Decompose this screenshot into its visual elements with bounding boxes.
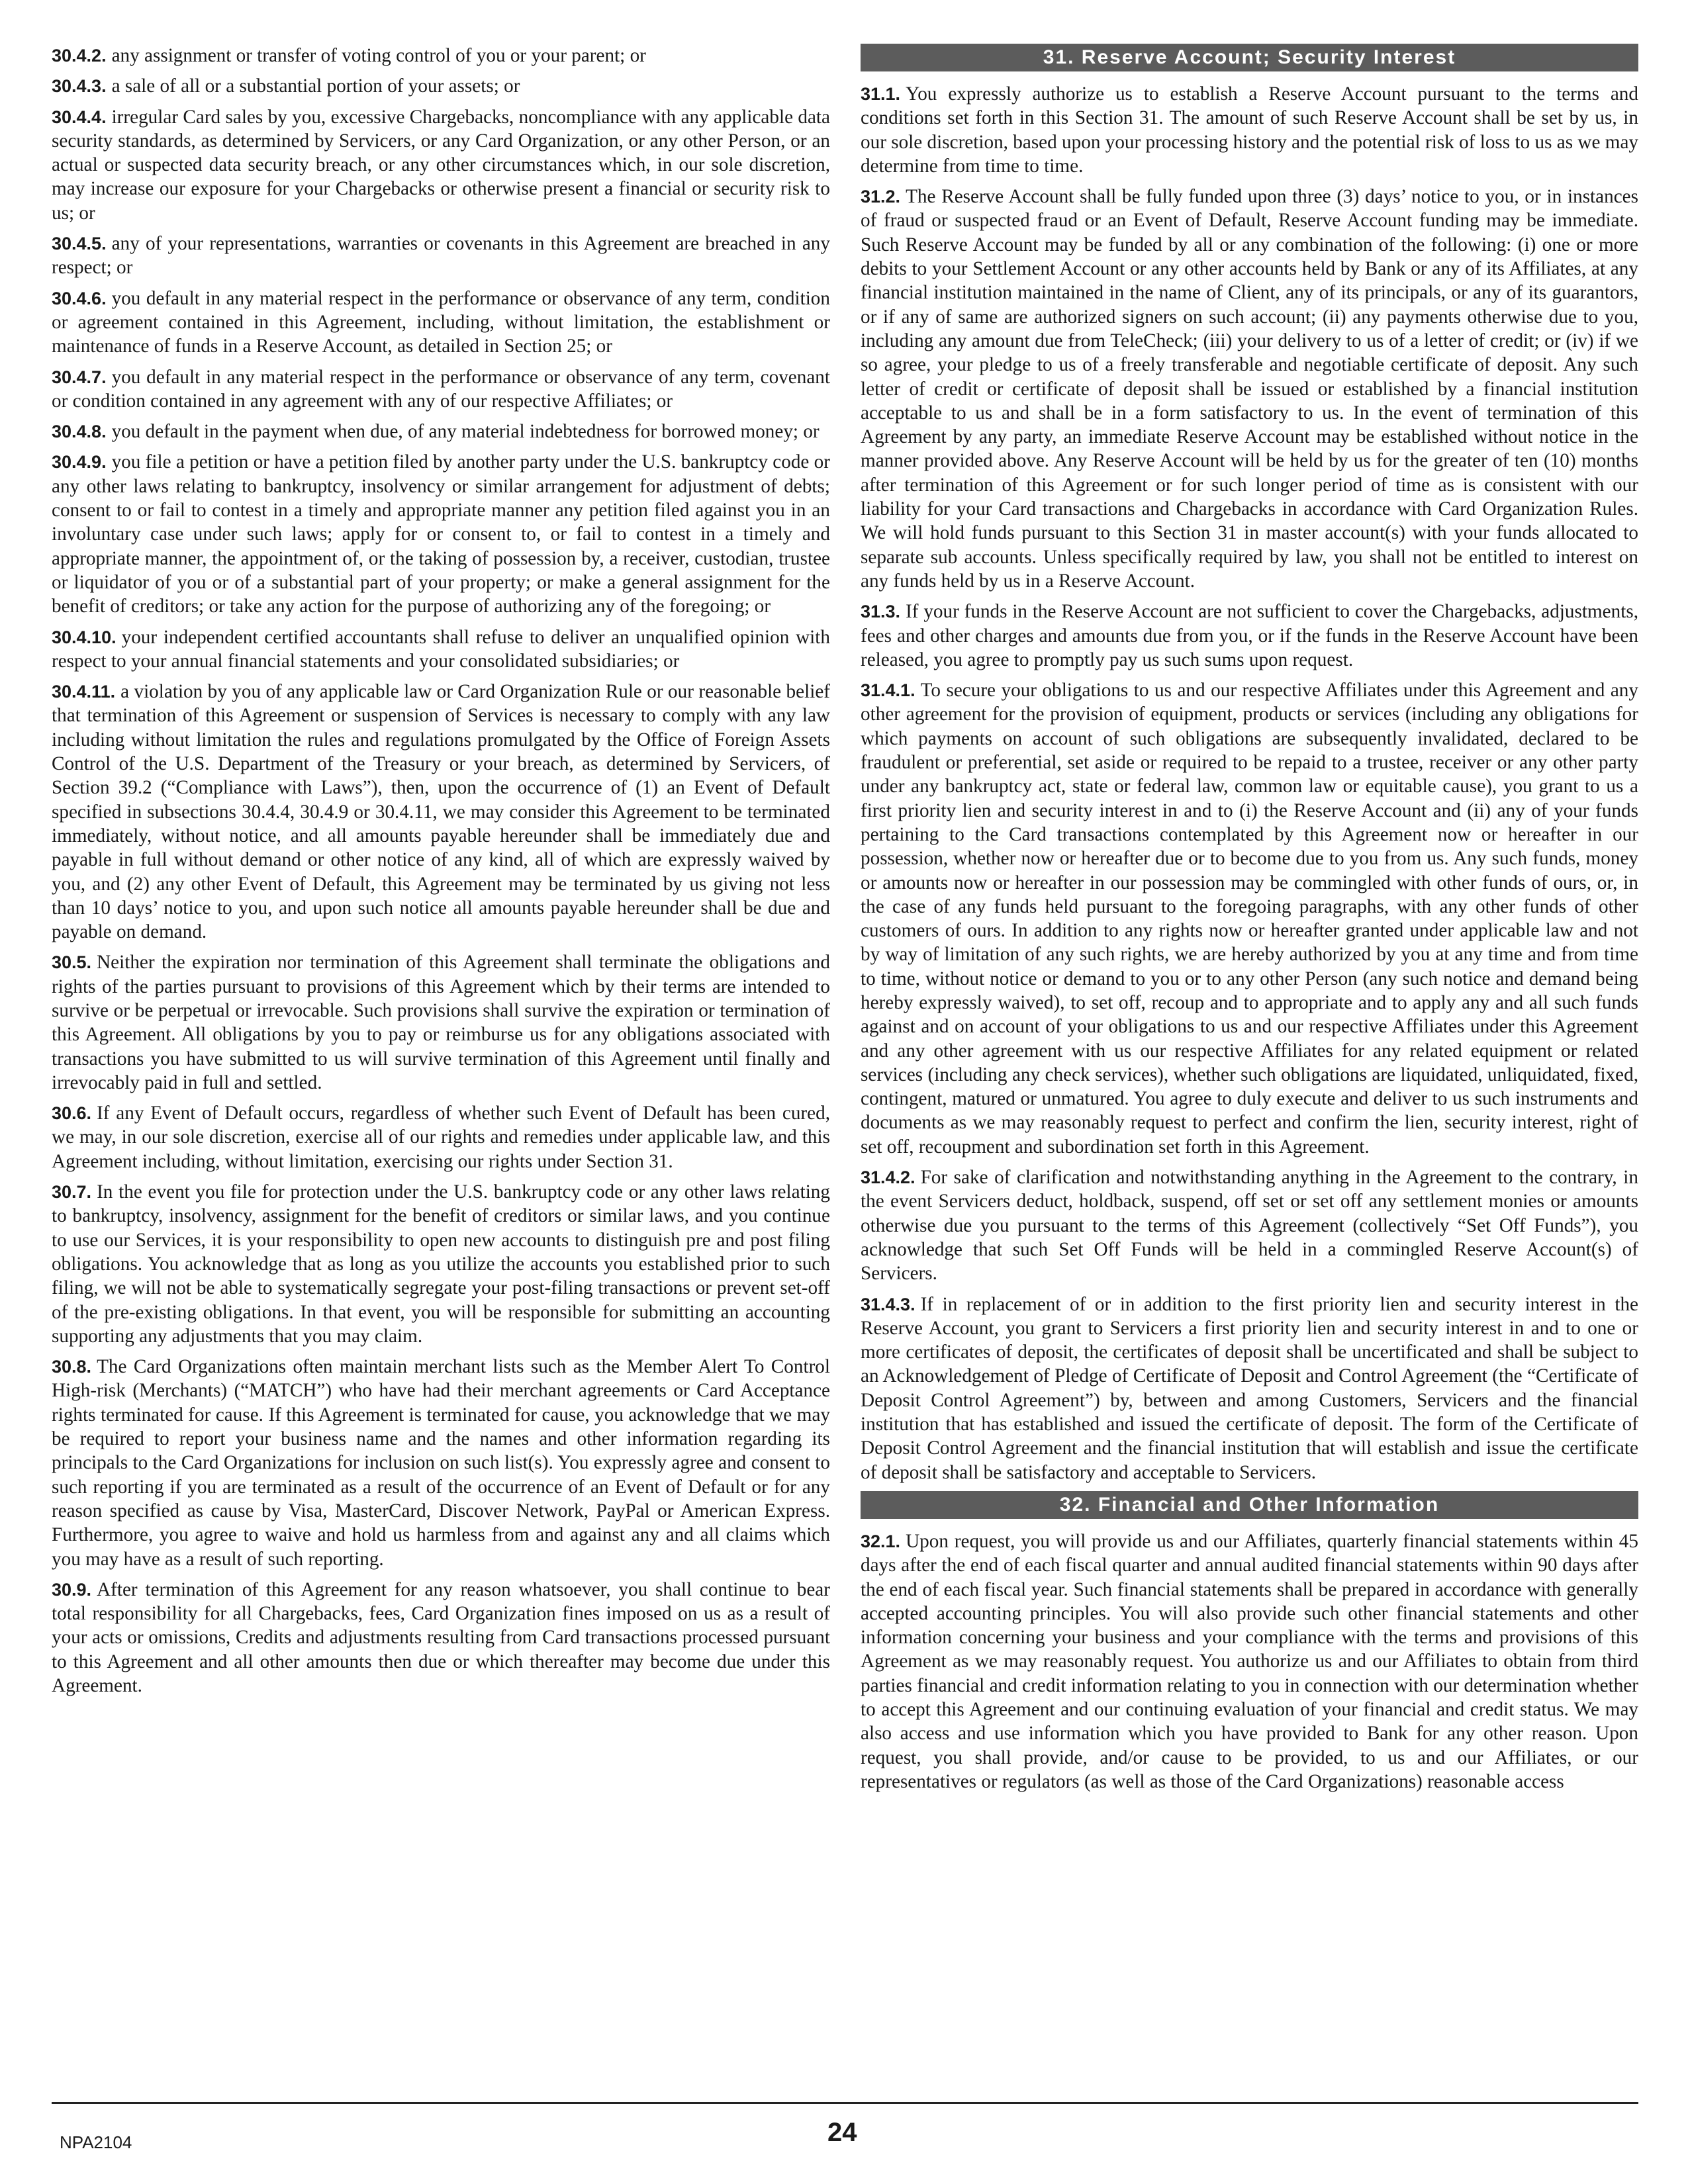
clause-30-4-7: 30.4.7. you default in any material respect in the performance or observance of any term, covenant or condition contained in any agreement with any of our respective Affiliates; or — [52, 366, 830, 412]
clause-30-4-3: 30.4.3. a sale of all or a substantial portion of your assets; or — [52, 75, 520, 97]
clause-31-1: 31.1. You expressly authorize us to establish a Reserve Account pursuant to the terms and conditions set forth in this Section 31. The amount of such Reserve Account shall be set by us, in our sole discretion, based upon your processing history and the potential risk of loss to us as we may determine from time to time. — [861, 83, 1638, 177]
clause-30-4-9: 30.4.9. you file a petition or have a petition filed by another party under the U.S. bankruptcy code or any other laws relating to bankruptcy, insolvency or similar arrangement for adjustment of debts; consent to or fail to contest in a timely and appropriate manner any petition filed against you in an involuntary case under such laws; apply for or consent to, or fail to contest in a timely and appropriate manner, the appointment of, or the taking of possession by, a receiver, custodian, trustee or liquidator of you or of a substantial part of your property; or make a general assignment for the benefit of creditors; or take any action for the purpose of authorizing any of the foregoing; or — [52, 451, 830, 617]
clause-30-4-2: 30.4.2. any assignment or transfer of voting control of you or your parent; or — [52, 45, 646, 66]
clause-30-6: 30.6. If any Event of Default occurs, regardless of whether such Event of Default has been cured, we may, in our sole discretion, exercise all of our rights and remedies under applicable law, and this Agreement including, without limitation, exercising our rights under Section 31. — [52, 1103, 830, 1172]
footer-divider — [52, 2102, 1638, 2104]
section-31-heading: 31. Reserve Account; Security Interest — [861, 44, 1638, 71]
left-column — [52, 44, 830, 1704]
clause-31-3: 31.3. If your funds in the Reserve Account are not sufficient to cover the Chargebacks, adjustments, fees and other charges and amounts due from you, or if the funds in the Reserve Account have been released, you agree to promptly pay us such sums upon request. — [861, 601, 1638, 670]
clause-31-4-1: 31.4.1. To secure your obligations to us and our respective Affiliates under this Agreement and any other agreement for the provision of equipment, products or services (including any obligations for which payments on account of such obligations are subsequently invalidated, declared to be fraudulent or preferential, set aside or required to be repaid to a trustee, receiver or any other party under any bankruptcy act, state or federal law, common law or equitable cause), you grant to us a first priority lien and security interest in and to (i) the Reserve Account and (ii) any of your funds pertaining to the Card transactions contemplated by this Agreement now or hereafter in our possession, whether now or hereafter due or to become due to you from us. Any such funds, money or amounts now or hereafter in our possession may be commingled with other funds of ours, or, in the case of any funds held pursuant to the foregoing paragraphs, with any other funds of other customers of ours. In addition to any rights now or hereafter granted under applicable law and not by way of limitation of any such rights, we are hereby authorized by you at any time and from time to time, without notice or demand to you or to any other Person (any such notice and demand being hereby expressly waived), to set off, recoup and to appropriate and to apply any and all such funds against and on account of your obligations to us and our respective Affiliates under this Agreement and any other agreement with us our respective Affiliates for any related equipment or related services (including any check services), whether such obligations are liquidated, unliquidated, fixed, contingent, matured or unmatured. You agree to duly execute and deliver to us such instruments and documents as we may reasonably request to perfect and confirm the lien, security interest, right of set off, recoupment and subordination set forth in this Agreement. — [861, 680, 1638, 1158]
clause-30-8: 30.8. The Card Organizations often maintain merchant lists such as the Member Alert To Control High-risk (Merchants) (“MATCH”) who have had their merchant agreements or Card Acceptance rights terminated for cause. If this Agreement is terminated for cause, you acknowledge that we may be required to report your business name and the names and other information regarding its principals to the Card Organizations for inclusion on such list(s). You expressly agree and consent to such reporting if you are terminated as a result of the occurrence of an Event of Default or for any reason specified as cause by Visa, MasterCard, Discover Network, PayPal or American Express. Furthermore, you agree to waive and hold us harmless from and against any and all claims which you may have as a result of such reporting. — [52, 1356, 830, 1570]
document-code: NPA2104 — [60, 2132, 132, 2152]
clause-31-4-3: 31.4.3. If in replacement of or in addition to the first priority lien and security interest in the Reserve Account, you grant to Servicers a first priority lien and security interest in and to one or more certificates of deposit, the certificates of deposit shall be uncertificated and shall be subject to an Acknowledgement of Pledge of Certificate of Deposit and Control Agreement (the “Certificate of Deposit Control Agreement”) by, between and among Customers, Servicers and the financial institution that has established and issued the certificate of deposit. The form of the Certificate of Deposit Control Agreement and the financial institution that will establish and issue the certificate of deposit shall be satisfactory and acceptable to Servicers. — [861, 1293, 1638, 1483]
clause-30-4-8: 30.4.8. you default in the payment when due, of any material indebtedness for borrowed money; or — [52, 421, 820, 443]
clause-30-7: 30.7. In the event you file for protection under the U.S. bankruptcy code or any other laws relating to bankruptcy, insolvency, assignment for the benefit of creditors or similar laws, and you continue to use our Services, it is your responsibility to open new accounts to distinguish pre and post filing obligations. You acknowledge that as long as you utilize the accounts you established prior to such filing, we will not be able to systematically segregate your post-filing transactions or prevent set-off of the pre-existing obligations. In that event, you will be responsible for submitting an accounting supporting any adjustments that you may claim. — [52, 1181, 830, 1347]
clause-30-4-6: 30.4.6. you default in any material respect in the performance or observance of any term, condition or agreement contained in this Agreement, including, without limitation, the establishment or maintenance of funds in a Reserve Account, as detailed in Section 25; or — [52, 287, 830, 357]
clause-30-5: 30.5. Neither the expiration nor termination of this Agreement shall terminate the obligations and rights of the parties pursuant to provisions of this Agreement which by their terms are intended to survive or be perpetual or irrevocable. Such provisions shall survive the expiration or termination of this Agreement. All obligations by you to pay or reimburse us for any obligations associated with transactions you have submitted to us will survive termination of this Agreement until finally and irrevocably paid in full and settled. — [52, 952, 830, 1093]
clause-30-4-5: 30.4.5. any of your representations, warranties or covenants in this Agreement are breached in any respect; or — [52, 233, 830, 279]
clause-30-4-4: 30.4.4. irregular Card sales by you, excessive Chargebacks, noncompliance with any applicable data security standards, as determined by Servicers, or any Card Organization, or any other Person, or an actual or suspected data security breach, or any other circumstances which, in our sole discretion, may increase our exposure for your Chargebacks or otherwise present a financial or security risk to us; or — [52, 106, 830, 224]
clause-31-4-2: 31.4.2. For sake of clarification and notwithstanding anything in the Agreement to the contrary, in the event Servicers deduct, holdback, suspend, off set or set off any settlement monies or amounts otherwise due you pursuant to the terms of this Agreement (collectively “Set Off Funds”), you acknowledge that such Set Off Funds will be held in a commingled Reserve Account(s) of Servicers. — [861, 1167, 1638, 1285]
page-number: 24 — [827, 2118, 857, 2147]
clause-30-4-10: 30.4.10. your independent certified accountants shall refuse to deliver an unqualified opinion with respect to your annual financial statements and your consolidated subsidiaries; or — [52, 626, 830, 672]
clause-31-2: 31.2. The Reserve Account shall be fully funded upon three (3) days’ notice to you, or in instances of fraud or suspected fraud or an Event of Default, Reserve Account funding may be immediate. Such Reserve Account may be funded by all or any combination of the following: (i) one or more debits to your Settlement Account or any other accounts held by Bank or any of its Affiliates, at any financial institution maintained in the name of Client, any of its principals, or any of its guarantors, or if any of same are authorized signers on such account; (ii) any payments otherwise due to you, including any amount due from TeleCheck; (iii) your delivery to us of a letter of credit; or (iv) if we so agree, your pledge to us of a freely transferable and negotiable certificate of deposit. Any such letter of credit or certificate of deposit shall be issued or established by a financial institution acceptable to us and shall be in a form satisfactory to us. In the event of termination of this Agreement by any party, an immediate Reserve Account may be established without notice in the manner provided above. Any Reserve Account will be held by us for the greater of ten (10) months after termination of this Agreement or for such longer period of time as is consistent with our liability for your Card transactions and Chargebacks in accordance with Card Organization Rules. We will hold funds pursuant to this Section 31 in master account(s) with your funds allocated to separate sub accounts. Unless specifically required by law, you shall not be entitled to interest on any funds held by us in a Reserve Account. — [861, 186, 1638, 592]
section-32-heading: 32. Financial and Other Information — [861, 1491, 1638, 1519]
clause-32-1: 32.1. Upon request, you will provide us and our Affiliates, quarterly financial statements within 45 days after the end of each fiscal quarter and annual audited financial statements within 90 days after the end of each fiscal year. Such financial statements shall be prepared in accordance with generally accepted accounting principles. You will also provide such other financial statements and other information concerning your business and your compliance with the terms and provisions of this Agreement as we may reasonably request. You authorize us and our Affiliates to obtain from third parties financial and credit information relating to you in connection with our determination whether to accept this Agreement and our continuing evaluation of your financial and credit status. We may also access and use information which you have provided to Bank for any other reason. Upon request, you shall provide, and/or cause to be provided, to us and our Affiliates, or our representatives or regulators (as well as those of the Card Organizations) reasonable access — [861, 1530, 1638, 1792]
clause-30-4-11: 30.4.11. a violation by you of any applicable law or Card Organization Rule or our reasonable belief that termination of this Agreement or suspension of Services is necessary to comply with any law including without limitation the rules and regulations promulgated by the Office of Foreign Assets Control of the U.S. Department of the Treasury or your breach, as determined by Servicers, of Section 39.2 (“Compliance with Laws”), then, upon the occurrence of (1) an Event of Default specified in subsections 30.4.4, 30.4.9 or 30.4.11, we may consider this Agreement to be terminated immediately, without notice, and all amounts payable hereunder shall be immediately due and payable in full without demand or other notice of any kind, all of which are expressly waived by you, and (2) any other Event of Default, this Agreement may be terminated by us giving not less than 10 days’ notice to you, and upon such notice all amounts payable hereunder shall be due and payable on demand. — [52, 681, 830, 943]
right-column — [861, 44, 1638, 1800]
clause-30-9: 30.9. After termination of this Agreement for any reason whatsoever, you shall continue to bear total responsibility for all Chargebacks, fees, Card Organization fines imposed on us as a result of your acts or omissions, Credits and adjustments resulting from Card transactions processed pursuant to this Agreement and all other amounts then due or which thereafter may become due under this Agreement. — [52, 1578, 830, 1696]
